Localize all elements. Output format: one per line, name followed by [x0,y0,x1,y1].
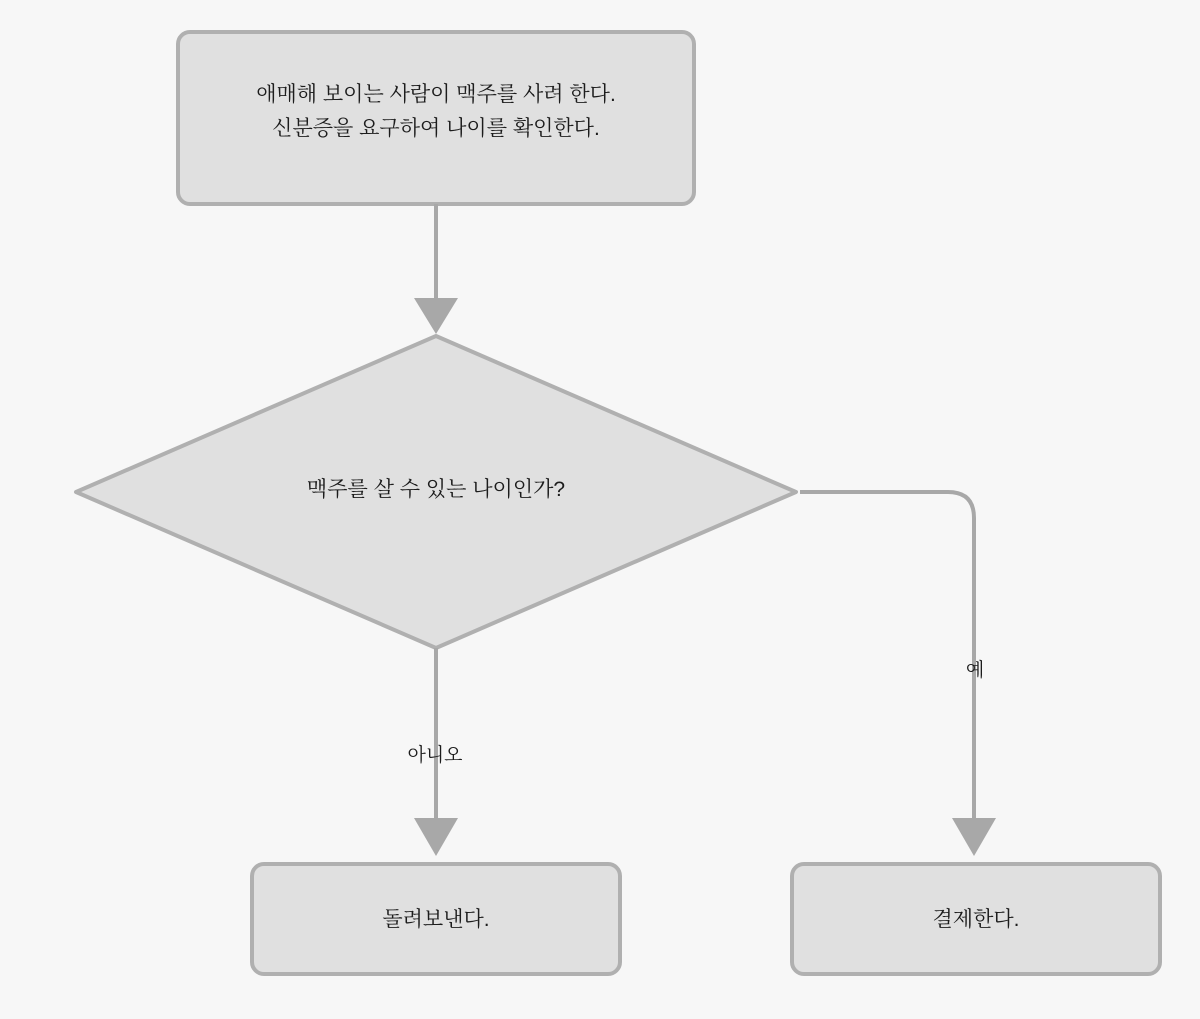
node-decision-label: 맥주를 살 수 있는 나이인가? [306,478,566,501]
edge-label-no: 아니오 [407,745,463,766]
node-reject-label: 돌려보낸다. [382,908,490,931]
edge-decision-to-pay-arrowhead [952,818,996,856]
node-pay-label: 결제한다. [932,908,1020,931]
node-reject-shape[interactable] [252,864,620,974]
node-start-shape[interactable] [178,32,694,204]
node-pay-shape[interactable] [792,864,1160,974]
edge-decision-to-reject-arrowhead [414,818,458,856]
edge-label-yes: 예 [965,660,985,681]
node-start-label: 애매해 보이는 사람이 맥주를 사려 한다. 신분증을 요구하여 나이를 확인한다. [256,83,616,140]
edge-start-to-decision-arrowhead [414,298,458,334]
node-decision-shape[interactable] [76,336,796,648]
